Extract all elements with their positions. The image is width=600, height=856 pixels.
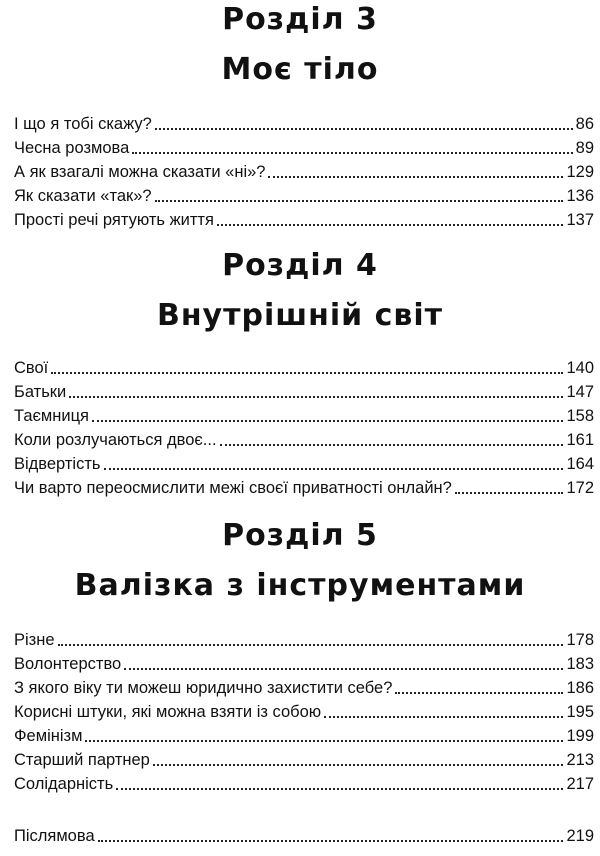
- entry-title: Корисні штуки, які можна взяти із собою: [14, 703, 322, 721]
- chapter-4-title: Внутрішній світ: [156, 298, 444, 333]
- entry-title: Післямова: [14, 827, 95, 845]
- afterword-list: [14, 824, 594, 848]
- entry-title: Чи варто переосмислити межі своєї приватності онлайн?: [14, 479, 452, 497]
- toc-entry[interactable]: [14, 724, 594, 748]
- entry-page: 86: [575, 115, 594, 133]
- leader-dots: [155, 128, 573, 130]
- toc-entry[interactable]: [14, 380, 594, 404]
- entry-title: Таємниця: [14, 407, 89, 425]
- entry-page: 213: [566, 751, 594, 769]
- entry-title: Як сказати «так»?: [14, 187, 152, 205]
- entry-page: 129: [566, 163, 594, 181]
- entry-page: 161: [566, 431, 594, 449]
- entry-title: Свої: [14, 359, 49, 377]
- leader-dots: [155, 200, 564, 202]
- chapter-4-list: [14, 356, 594, 500]
- entry-page: 136: [566, 187, 594, 205]
- entry-page: 172: [566, 479, 594, 497]
- toc-entry[interactable]: [14, 476, 594, 500]
- leader-dots: [124, 668, 563, 670]
- entry-title: З якого віку ти можеш юридично захистити себе?: [14, 679, 393, 697]
- entry-title: А як взагалі можна сказати «ні»?: [14, 163, 266, 181]
- leader-dots: [92, 420, 563, 422]
- leader-dots: [132, 152, 572, 154]
- toc-entry[interactable]: [14, 112, 594, 136]
- entry-page: 199: [566, 727, 594, 745]
- entry-title: Фемінізм: [14, 727, 83, 745]
- chapter-5-title: Валізка з інструментами: [74, 568, 526, 603]
- leader-dots: [220, 444, 564, 446]
- entry-title: Відвертість: [14, 455, 101, 473]
- leader-dots: [395, 692, 563, 694]
- entry-page: 137: [566, 211, 594, 229]
- toc-entry[interactable]: [14, 700, 594, 724]
- chapter-3-title: Моє тіло: [221, 52, 379, 87]
- entry-page: 89: [575, 139, 594, 157]
- leader-dots: [116, 788, 563, 790]
- entry-page: 164: [566, 455, 594, 473]
- toc-entry[interactable]: [14, 772, 594, 796]
- entry-title: Різне: [14, 631, 55, 649]
- leader-dots: [455, 492, 564, 494]
- leader-dots: [85, 740, 563, 742]
- leader-dots: [324, 716, 563, 718]
- leader-dots: [217, 224, 564, 226]
- chapter-3-list: [14, 112, 594, 232]
- toc-entry[interactable]: [14, 628, 594, 652]
- toc-entry[interactable]: [14, 652, 594, 676]
- entry-page: 140: [566, 359, 594, 377]
- toc-entry[interactable]: [14, 748, 594, 772]
- leader-dots: [51, 372, 563, 374]
- toc-entry[interactable]: [14, 136, 594, 160]
- leader-dots: [153, 764, 564, 766]
- entry-page: 183: [566, 655, 594, 673]
- toc-entry[interactable]: [14, 208, 594, 232]
- toc-entry[interactable]: [14, 428, 594, 452]
- toc-entry[interactable]: [14, 676, 594, 700]
- toc-entry[interactable]: [14, 452, 594, 476]
- entry-title: Старший партнер: [14, 751, 150, 769]
- entry-title: І що я тобі скажу?: [14, 115, 152, 133]
- entry-page: 147: [566, 383, 594, 401]
- chapter-5-list: [14, 628, 594, 796]
- leader-dots: [268, 176, 563, 178]
- entry-page: 217: [566, 775, 594, 793]
- entry-page: 195: [566, 703, 594, 721]
- toc-entry[interactable]: [14, 356, 594, 380]
- entry-title: Батьки: [14, 383, 67, 401]
- entry-page: 186: [566, 679, 594, 697]
- entry-page: 219: [566, 827, 594, 845]
- entry-page: 158: [566, 407, 594, 425]
- leader-dots: [104, 468, 564, 470]
- entry-title: Солідарність: [14, 775, 114, 793]
- entry-title: Коли розлучаються двоє...: [14, 431, 217, 449]
- toc-entry[interactable]: [14, 184, 594, 208]
- chapter-4-label: Розділ 4: [222, 248, 378, 283]
- chapter-3-label: Розділ 3: [222, 2, 378, 37]
- leader-dots: [58, 644, 564, 646]
- toc-entry-afterword[interactable]: [14, 824, 594, 848]
- toc-entry[interactable]: [14, 404, 594, 428]
- chapter-5-label: Розділ 5: [222, 518, 378, 553]
- entry-title: Волонтерство: [14, 655, 122, 673]
- leader-dots: [69, 396, 563, 398]
- entry-page: 178: [566, 631, 594, 649]
- entry-title: Прості речі рятують життя: [14, 211, 214, 229]
- entry-title: Чесна розмова: [14, 139, 130, 157]
- toc-entry[interactable]: [14, 160, 594, 184]
- leader-dots: [98, 840, 564, 842]
